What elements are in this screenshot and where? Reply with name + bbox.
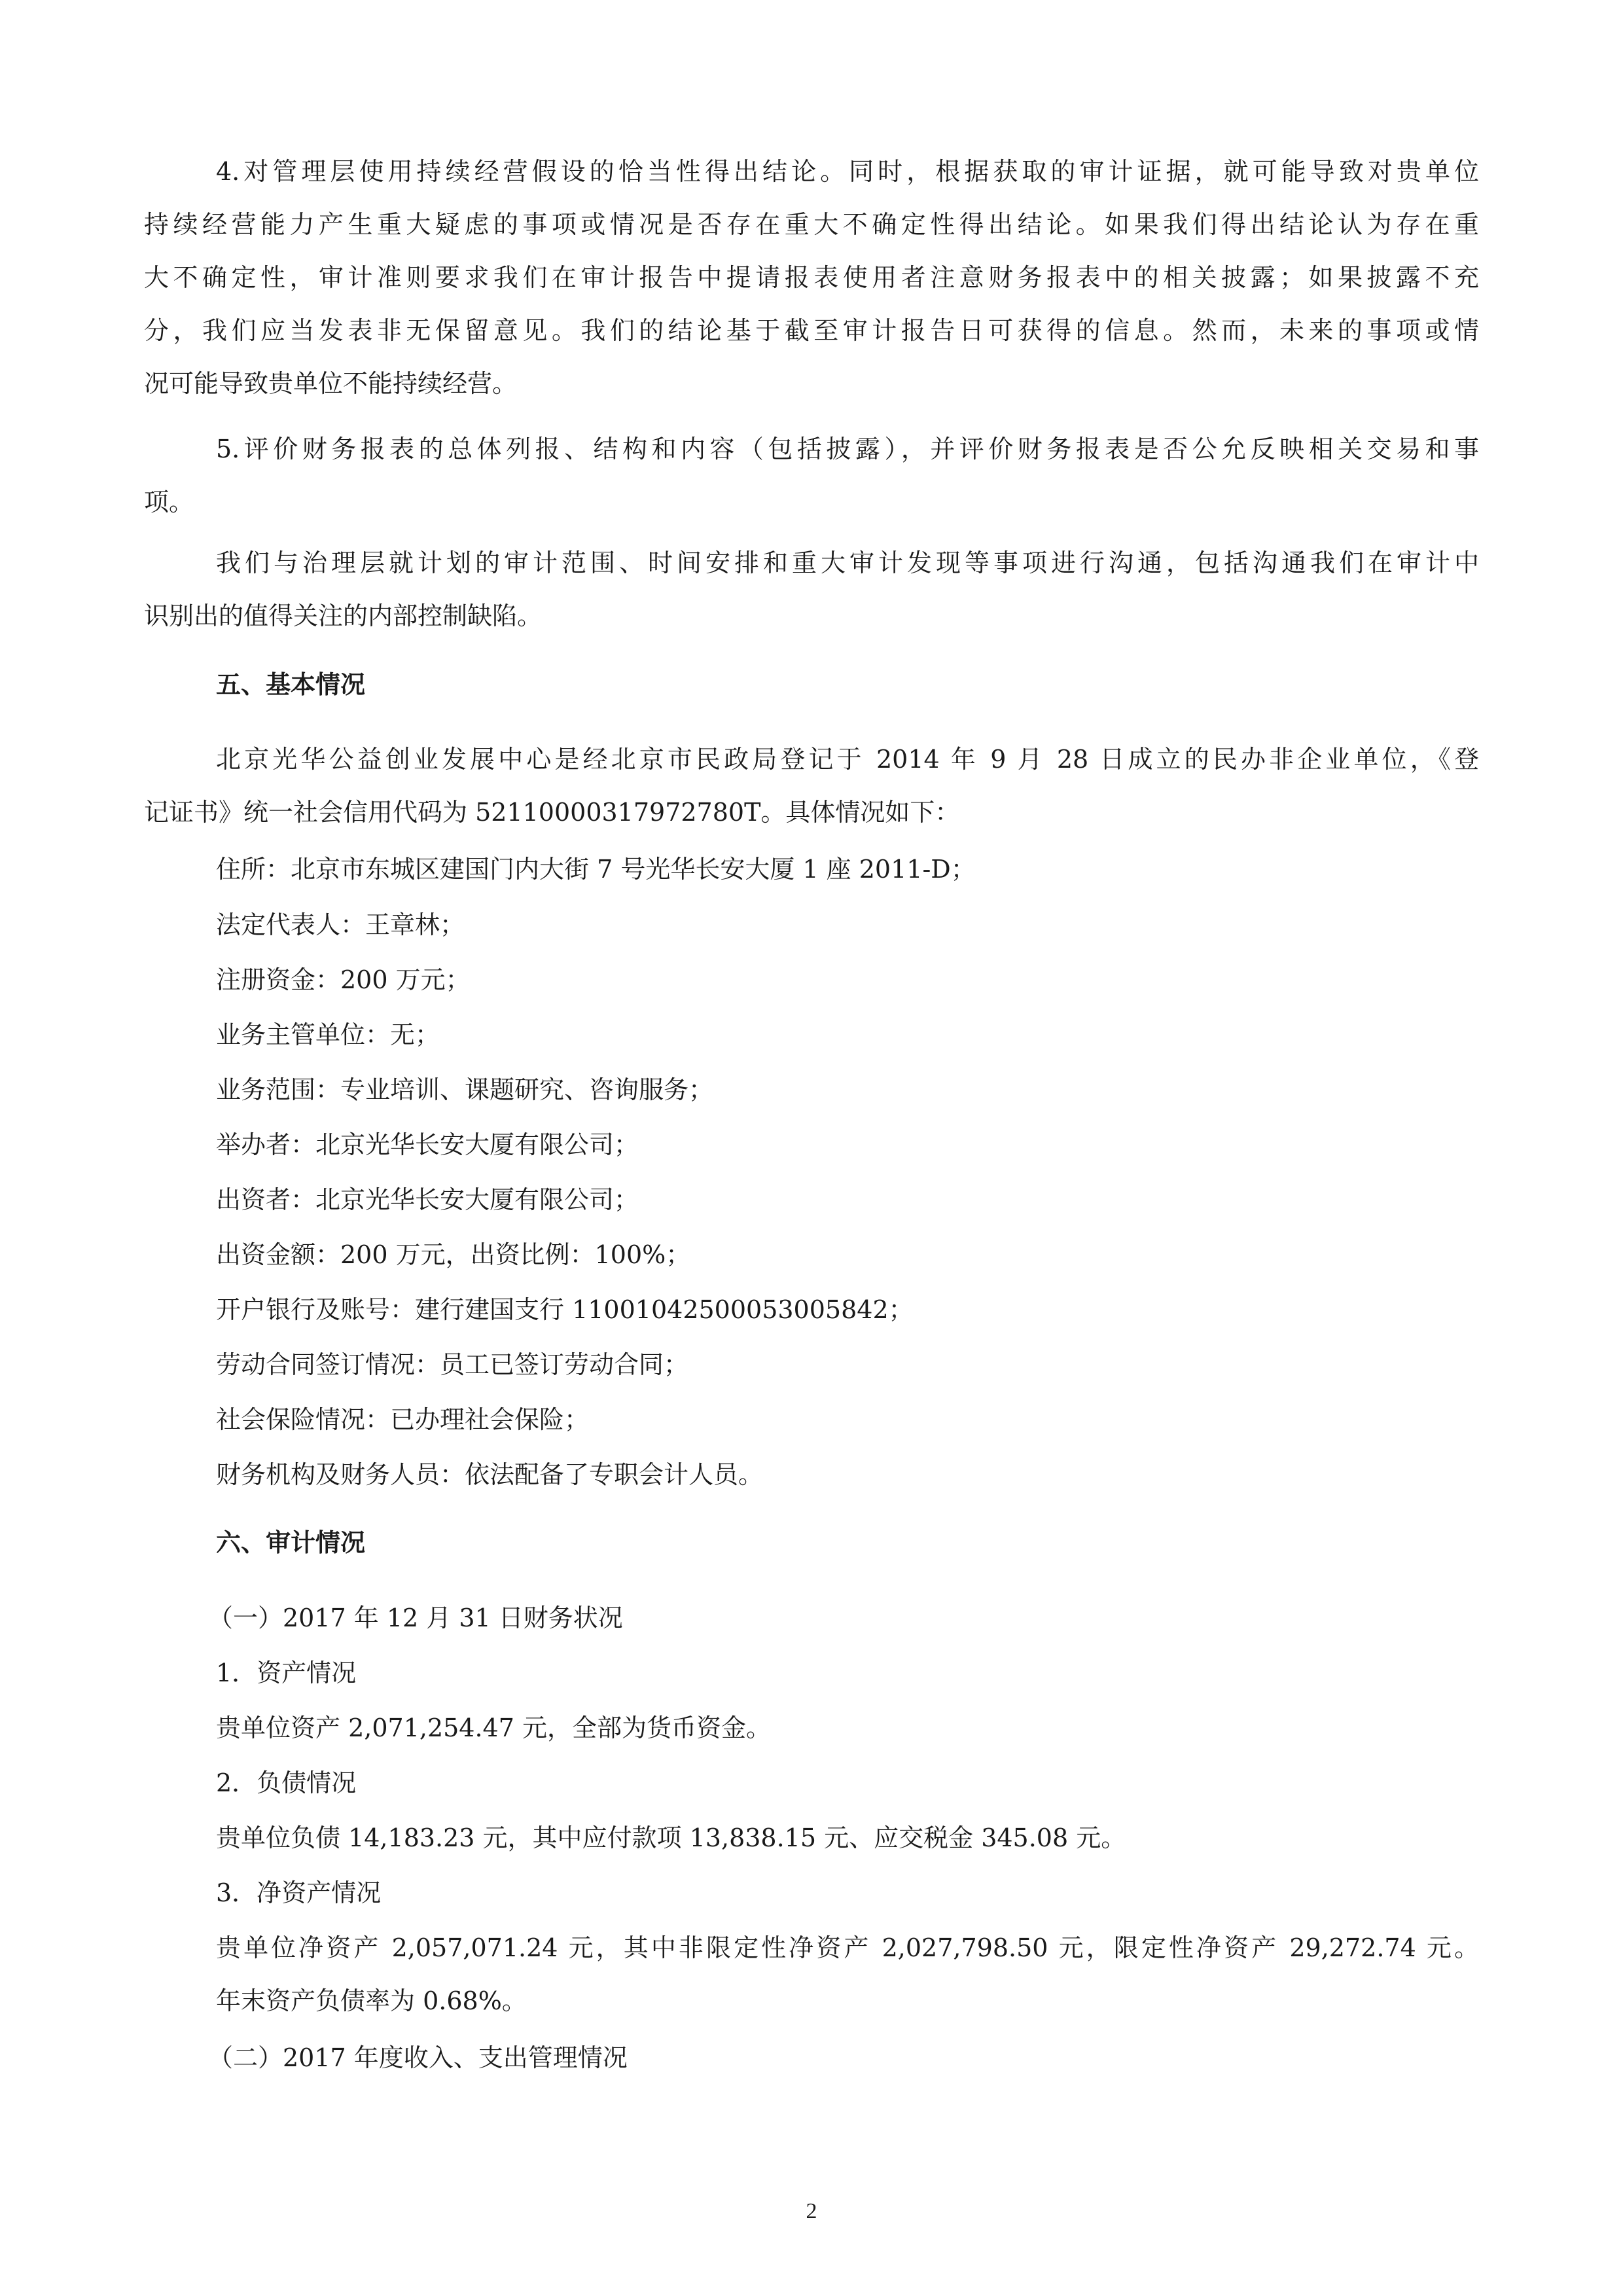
paragraph-communication — [144, 537, 1479, 643]
text-line: 识别出的值得关注的内部控制缺陷。 — [144, 601, 543, 630]
basic-item-investor: 出资者：北京光华长安大厦有限公司； — [216, 1185, 639, 1214]
text-line: 4.对管理层使用持续经营假设的恰当性得出结论。同时，根据获取的审计证据，就可能导致对贵单位 — [216, 157, 1479, 186]
basic-item-social-insurance: 社会保险情况：已办理社会保险； — [216, 1405, 590, 1434]
basic-item-supervisor: 业务主管单位：无； — [216, 1020, 440, 1049]
paragraph-going-concern — [144, 145, 1479, 410]
asset-text: 贵单位资产 2,071,254.47 元，全部为货币资金。 — [216, 1713, 771, 1742]
basic-item-address: 住所：北京市东城区建国门内大街 7 号光华长安大厦 1 座 2011-D； — [216, 855, 976, 884]
basic-item-investment: 出资金额：200 万元，出资比例：100%； — [216, 1240, 691, 1269]
text-line: 年末资产负债率为 0.68%。 — [216, 1986, 527, 2015]
audit-subheading-income-expense: （二）2017 年度收入、支出管理情况 — [208, 2043, 628, 2072]
basic-item-business-scope: 业务范围：专业培训、课题研究、咨询服务； — [216, 1075, 714, 1104]
text-line: 贵单位净资产 2,057,071.24 元，其中非限定性净资产 2,027,798.50 元，限定性净资产 29,272.74 元。 — [216, 1933, 1479, 1962]
text-line: 大不确定性，审计准则要求我们在审计报告中提请报表使用者注意财务报表中的相关披露；如果披露不充 — [144, 263, 1479, 292]
section-heading-basic: 五、基本情况 — [216, 670, 366, 699]
paragraph-basic-info — [144, 733, 1479, 839]
basic-item-finance-staff: 财务机构及财务人员：依法配备了专职会计人员。 — [216, 1460, 764, 1489]
basic-item-legal-rep: 法定代表人：王章林； — [216, 910, 465, 939]
basic-item-bank-account: 开户银行及账号：建行建国支行 11001042500053005842； — [216, 1295, 914, 1324]
basic-item-registered-capital: 注册资金：200 万元； — [216, 965, 471, 994]
basic-item-labor-contract: 劳动合同签订情况：员工已签订劳动合同； — [216, 1350, 689, 1379]
page-number: 2 — [806, 2199, 817, 2223]
section-heading-audit: 六、审计情况 — [216, 1528, 366, 1557]
debt-text: 贵单位负债 14,183.23 元，其中应付款项 13,838.15 元、应交税金 345.08 元。 — [216, 1823, 1126, 1852]
text-line: 我们与治理层就计划的审计范围、时间安排和重大审计发现等事项进行沟通，包括沟通我们在审计中 — [216, 548, 1479, 577]
text-line: 持续经营能力产生重大疑虑的事项或情况是否存在重大不确定性得出结论。如果我们得出结论认为存在重 — [144, 210, 1479, 239]
net-asset-title: 3．净资产情况 — [216, 1878, 382, 1907]
asset-title: 1．资产情况 — [216, 1659, 357, 1687]
paragraph-net-asset — [216, 1922, 1479, 2028]
text-line: 北京光华公益创业发展中心是经北京市民政局登记于 2014 年 9 月 28 日成立的民办非企业单位，《登 — [216, 745, 1479, 774]
audit-subheading-financial-status: （一）2017 年 12 月 31 日财务状况 — [208, 1604, 623, 1632]
text-line: 记证书》统一社会信用代码为 52110000317972780T。具体情况如下： — [144, 798, 960, 827]
text-line: 况可能导致贵单位不能持续经营。 — [144, 369, 518, 398]
paragraph-presentation — [144, 423, 1479, 529]
text-line: 项。 — [144, 488, 194, 516]
debt-title: 2．负债情况 — [216, 1768, 357, 1797]
text-line: 分，我们应当发表非无保留意见。我们的结论基于截至审计报告日可获得的信息。然而，未来的事项或情 — [144, 316, 1479, 345]
basic-item-organizer: 举办者：北京光华长安大厦有限公司； — [216, 1130, 639, 1159]
text-line: 5.评价财务报表的总体列报、结构和内容（包括披露），并评价财务报表是否公允反映相关交易和事 — [216, 435, 1479, 463]
